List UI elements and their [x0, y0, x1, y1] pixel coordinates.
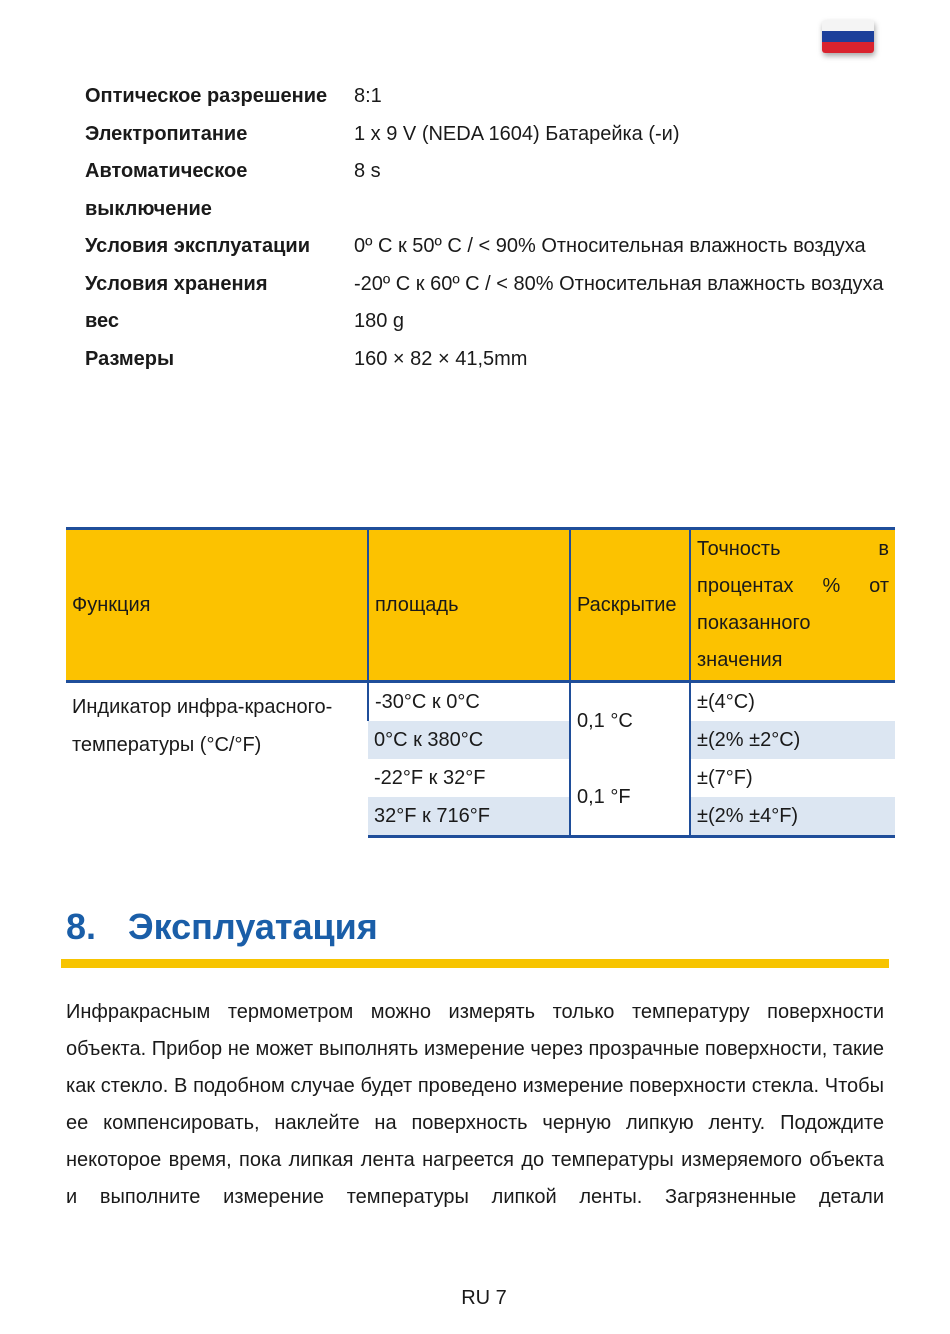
accuracy-cell: ±(7°F): [690, 759, 895, 797]
spec-list: [85, 78, 885, 378]
page-number: RU 7: [461, 1287, 507, 1309]
header-resolution: Раскрытие: [570, 529, 690, 682]
spec-key: вес: [85, 310, 120, 332]
range-cell: 32°F к 716°F: [368, 797, 570, 837]
body-paragraph: Инфракрасным термометром можно измерять только температуру поверхности объекта. Прибор не может выполнять измерение через прозрачные поверхности, такие как стекло. В подобном случае будет проведено измерение поверхности стекла. Чтобы ее компенсировать, наклейте на поверхность черную липкую ленту. Подождите некоторое время, пока липкая лента нагреется до температуры измеряемого объекта и выполните измерение температуры липкой ленты. Загрязненные детали: [66, 1001, 884, 1208]
range-cell: -30°C к 0°C: [368, 682, 570, 722]
spec-row: [85, 228, 885, 266]
spec-row: [85, 341, 885, 379]
resolution-cell-f: 0,1 °F: [570, 759, 690, 837]
table-header-row: [66, 529, 895, 682]
spec-key: Условия эксплуатации: [85, 235, 310, 257]
table-row: [66, 682, 895, 722]
spec-row: [85, 116, 885, 154]
section-number: 8.: [66, 906, 97, 947]
header-accuracy: Точность в процентах % от показанного значения: [690, 529, 895, 682]
accuracy-cell: ±(4°C): [690, 682, 895, 722]
spec-value: 180 g: [354, 310, 405, 332]
range-cell: 0°C к 380°C: [368, 721, 570, 759]
spec-key: Оптическое разрешение: [85, 85, 328, 107]
accuracy-table: [66, 527, 895, 838]
spec-value: 8 s: [354, 160, 381, 182]
spec-row: [85, 153, 885, 228]
section-divider: [61, 959, 889, 968]
russia-flag-icon: [822, 20, 874, 53]
spec-value: 1 x 9 V (NEDA 1604) Батарейка (-и): [354, 122, 680, 145]
spec-key: Условия хранения: [85, 272, 268, 295]
section-heading: [66, 906, 378, 948]
spec-value: -20º C к 60º C / < 80% Относительная влажность воздуха: [354, 272, 884, 295]
spec-row: [85, 78, 885, 116]
header-range: площадь: [368, 529, 570, 682]
spec-key: Электропитание: [85, 122, 248, 145]
spec-value: 8:1: [354, 85, 382, 107]
resolution-cell-c: 0,1 °C: [570, 682, 690, 760]
function-cell: Индикатор инфра-красного-температуры (°C/°F): [72, 696, 333, 756]
section-title: Эксплуатация: [128, 906, 378, 947]
spec-value: 160 × 82 × 41,5mm: [354, 347, 528, 370]
spec-key: Размеры: [85, 347, 175, 370]
spec-row: [85, 266, 885, 304]
spec-value: 0º C к 50º C / < 90% Относительная влажность воздуха: [354, 235, 866, 257]
accuracy-cell: ±(2% ±2°C): [690, 721, 895, 759]
spec-key: Автоматическое выключение: [85, 160, 248, 220]
header-function: Функция: [66, 529, 368, 682]
range-cell: -22°F к 32°F: [374, 767, 486, 789]
accuracy-cell: ±(2% ±4°F): [690, 797, 895, 837]
spec-row: [85, 303, 885, 341]
